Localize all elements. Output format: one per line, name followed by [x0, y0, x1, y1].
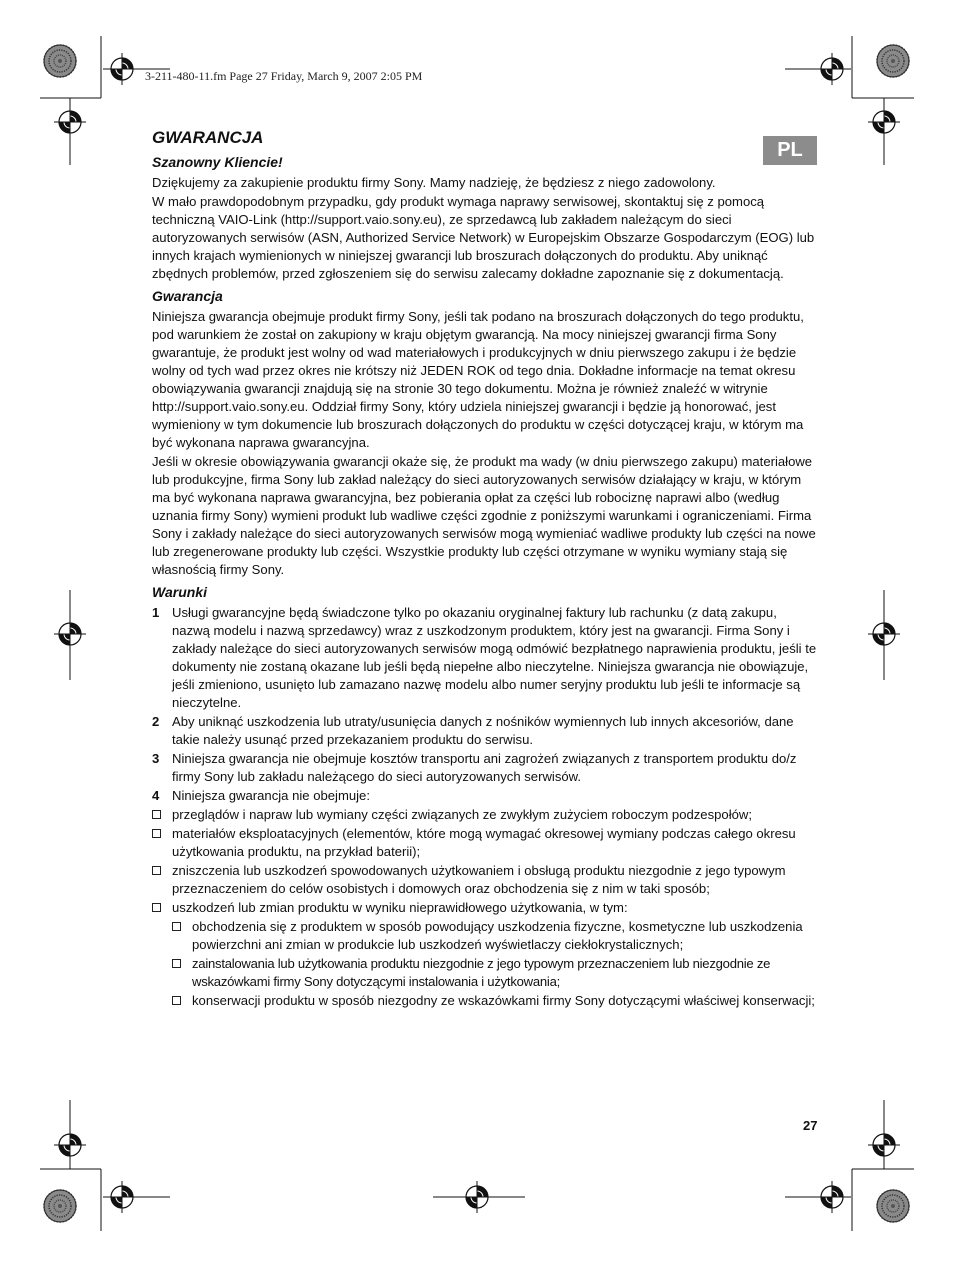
page-title: GWARANCJA [152, 128, 264, 147]
numbered-item [152, 713, 818, 749]
paragraph: Niniejsza gwarancja obejmuje produkt firmy Sony, jeśli tak podano na broszurach dołączonych do tego produktu, pod warunkiem że został on zakupiony w kraju objętym gwarancją. Na mocy niniejszej gwarancji firma Sony gwarantuje, że produkt jest wolny od wad materiałowych i produkcyjnych w dniu pierwszego zakupu i że będzie wolny od tych wad przez okres nie krótszy niż JEDEN ROK od tego dnia. Dokładne informacje na temat okresu obowiązywania gwarancji znajdują się na stronie 30 tego dokumentu. Można je również znaleźć w witrynie http://support.vaio.sony.eu. Oddział firmy Sony, który udziela niniejszej gwarancji i będzie ją honorować, jest wymieniony w tym dokumencie lub broszurach dołączonych do produktu w części dotyczącej kraju, w którym ma być wykonana naprawa gwarancyjna. [152, 309, 804, 450]
numbered-item [152, 787, 818, 805]
document-body [152, 127, 818, 1011]
registration-mark [461, 1181, 493, 1213]
sub-exclusion-item [152, 918, 818, 954]
registration-mark [54, 618, 86, 650]
checkbox-bullet-icon [152, 810, 161, 819]
registration-mark [868, 618, 900, 650]
exclusion-text: materiałów eksploatacyjnych (elementów, które mogą wymagać okresowej wymiany podczas całego okresu użytkowania produktu, na przykład baterii); [172, 826, 796, 859]
checkbox-bullet-icon [152, 866, 161, 875]
checkbox-bullet-icon [172, 996, 181, 1005]
starburst-mark-bottom-right [877, 1190, 909, 1222]
sub-exclusion-text: zainstalowania lub użytkowania produktu niezgodnie z jego typowym przeznaczeniem lub niezgodnie ze wskazówkami firmy Sony dotyczącymi instalowania i użytkowania; [192, 956, 771, 989]
registration-mark [816, 53, 848, 85]
sub-exclusion-text: konserwacji produktu w sposób niezgodny ze wskazówkami firmy Sony dotyczącymi właściwej konserwacji; [192, 993, 815, 1008]
item-number: 2 [152, 714, 160, 729]
exclusion-text: zniszczenia lub uszkodzeń spowodowanych użytkowaniem i obsługą produktu niezgodnie z jego typowym przeznaczeniem do celów osobistych i domowych oraz obchodzenia się z nim w taki sposób; [172, 863, 786, 896]
language-tab: PL [763, 136, 817, 165]
section-heading-greeting: Szanowny Kliencie! [152, 154, 283, 170]
file-info-header: 3-211-480-11.fm Page 27 Friday, March 9, 2007 2:05 PM [145, 69, 423, 83]
section-heading-conditions: Warunki [152, 584, 207, 600]
paragraph: W mało prawdopodobnym przypadku, gdy produkt wymaga naprawy serwisowej, skontaktuj się z pomocą techniczną VAIO-Link (http://support.vaio.sony.eu), ze sprzedawcą lub zakładem należącym do sieci autoryzowanych serwisów (ASN, Authorized Service Network) w Europejskim Obszarze Gospodarczym (EOG) lub innych krajach wymienionych w niniejszej gwarancji lub broszurach dołączonych do produktu. Aby uniknąć zbędnych problemów, przed zgłoszeniem się do serwisu zalecamy dokładne zapoznanie się z dokumentacją. [152, 194, 815, 281]
registration-mark [868, 1129, 900, 1161]
checkbox-bullet-icon [152, 903, 161, 912]
exclusion-item [152, 806, 818, 824]
item-number: 3 [152, 751, 160, 766]
item-number: 4 [152, 788, 160, 803]
starburst-mark-top-right [877, 45, 909, 77]
page-number: 27 [803, 1118, 818, 1133]
exclusion-item [152, 825, 818, 861]
item-text: Aby uniknąć uszkodzenia lub utraty/usunięcia danych z nośników wymiennych lub innych akcesoriów, dane takie należy usunąć przed przekazaniem produktu do serwisu. [172, 714, 794, 747]
item-number: 1 [152, 605, 160, 620]
paragraph: Jeśli w okresie obowiązywania gwarancji okaże się, że produkt ma wady (w dniu pierwszego zakupu) materiałowe lub produkcyjne, firma Sony lub zakład należący do sieci autoryzowanych serwisów działający w kraju, w którym ma być wykonana naprawa gwarancyjna, bez pobierania opłat za części lub robociznę naprawi albo (według uznania firmy Sony) wymieni produkt lub wadliwe części zgodnie z poniższymi warunkami i ograniczeniami. Firma Sony i zakłady należące do sieci autoryzowanych serwisów mogą wymieniać wadliwe produkty lub części na nowe lub zregenerowane produkty lub części. Wszystkie produkty lub części otrzymane w wyniku wymiany stają się własnością firmy Sony. [152, 454, 816, 577]
exclusion-item [152, 899, 818, 917]
registration-mark [868, 106, 900, 138]
sub-exclusion-text: obchodzenia się z produktem w sposób powodujący uszkodzenia fizyczne, kosmetyczne lub uszkodzenia powierzchni ani zmian w produkcie lub uszkodzeń wyświetlaczy ciekłokrystalicznych; [192, 919, 803, 952]
item-text: Niniejsza gwarancja nie obejmuje: [172, 788, 370, 803]
numbered-item [152, 750, 818, 786]
sub-exclusion-item [152, 992, 818, 1010]
registration-mark [106, 1181, 138, 1213]
starburst-mark-top-left [44, 45, 76, 77]
section-heading-warranty: Gwarancja [152, 288, 223, 304]
checkbox-bullet-icon [172, 959, 181, 968]
item-text: Niniejsza gwarancja nie obejmuje kosztów transportu ani zagrożeń związanych z transportem produktu do/z firmy Sony lub zakładu należącego do sieci autoryzowanych serwisów. [172, 751, 797, 784]
exclusion-item [152, 862, 818, 898]
checkbox-bullet-icon [152, 829, 161, 838]
exclusion-text: uszkodzeń lub zmian produktu w wyniku nieprawidłowego użytkowania, w tym: [172, 900, 628, 915]
numbered-item [152, 604, 818, 712]
paragraph: Dziękujemy za zakupienie produktu firmy Sony. Mamy nadzieję, że będziesz z niego zadowolony. [152, 175, 716, 190]
registration-mark [106, 53, 138, 85]
sub-exclusion-item [152, 955, 818, 991]
starburst-mark-bottom-left [44, 1190, 76, 1222]
registration-mark [54, 1129, 86, 1161]
item-text: Usługi gwarancyjne będą świadczone tylko po okazaniu oryginalnej faktury lub rachunku (z datą zakupu, nazwą modelu i nazwą sprzedawcy) wraz z uszkodzonym produktem, który jest na gwarancji. Firma Sony i zakłady należące do sieci autoryzowanych serwisów mogą odmówić bezpłatnego naprawienia produktu, jeśli te dokumenty nie zostaną okazane lub jeśli będą niepełne albo nieczytelne. Niniejsza gwarancja nie obowiązuje, jeśli zmieniono, usunięto lub zamazano nazwę modelu albo numer seryjny produktu lub jeśli te informacje są nieczytelne. [172, 605, 817, 710]
exclusion-text: przeglądów i napraw lub wymiany części związanych ze zwykłym zużyciem roboczym podzespołów; [172, 807, 752, 822]
registration-mark [816, 1181, 848, 1213]
checkbox-bullet-icon [172, 922, 181, 931]
registration-mark [54, 106, 86, 138]
